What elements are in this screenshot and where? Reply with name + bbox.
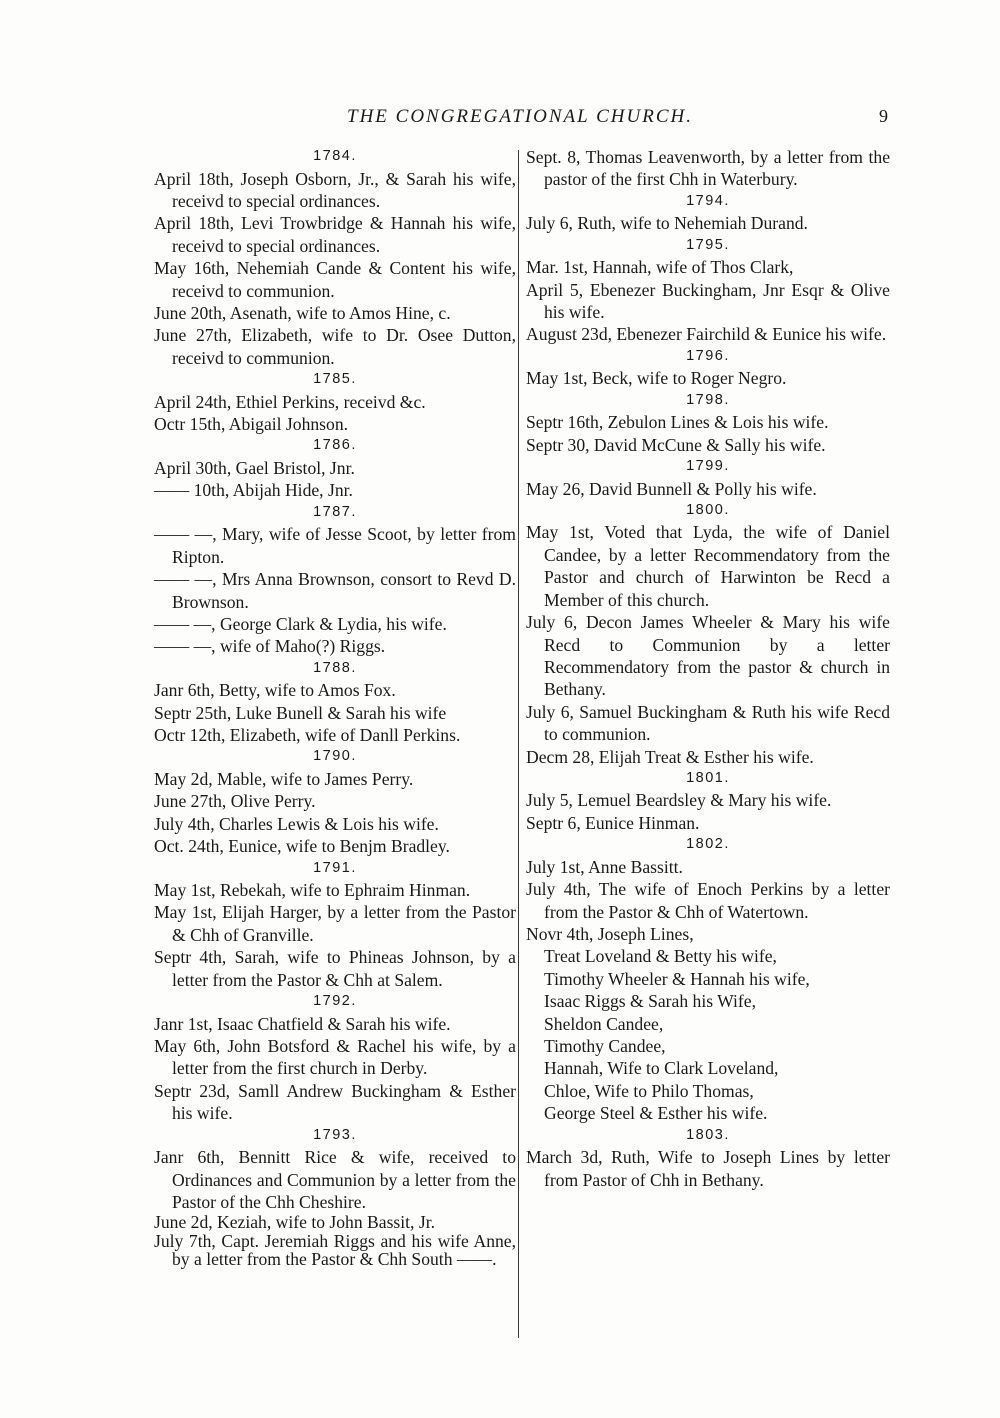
record-entry-continuation: Hannah, Wife to Clark Loveland, <box>544 1058 779 1079</box>
record-entry: August 23d, Ebenezer Fairchild & Eunice his wife. <box>526 324 887 345</box>
record-entry-continuation: Timothy Wheeler & Hannah his wife, <box>544 968 810 989</box>
record-entry: June 27th, Olive Perry. <box>154 791 316 812</box>
year-heading: 1793. <box>313 1126 357 1143</box>
year-heading: 1790. <box>313 748 357 765</box>
record-entry: May 2d, Mable, wife to James Perry. <box>154 768 414 789</box>
year-heading: 1800. <box>686 501 730 518</box>
right-column <box>526 146 890 1191</box>
year-heading: 1785. <box>313 371 357 388</box>
record-entry: April 30th, Gael Bristol, Jnr. <box>154 457 355 478</box>
record-entry: —— —, George Clark & Lydia, his wife. <box>154 613 447 634</box>
record-entry: July 7th, Capt. Jeremiah Riggs and his wife Anne, by a letter from the Pastor & Chh South ——. <box>154 1231 516 1270</box>
record-entry: Septr 30, David McCune & Sally his wife. <box>526 434 826 455</box>
record-entry: May 1st, Beck, wife to Roger Negro. <box>526 368 787 389</box>
record-entry: Septr 4th, Sarah, wife to Phineas Johnson, by a letter from the Pastor & Chh at Salem. <box>154 947 516 990</box>
record-entry: April 24th, Ethiel Perkins, receivd &c. <box>154 391 426 412</box>
record-entry-continuation: Treat Loveland & Betty his wife, <box>544 946 777 967</box>
record-entry: July 6, Samuel Buckingham & Ruth his wife Recd to communion. <box>526 701 890 745</box>
record-entry: May 1st, Voted that Lyda, the wife of Daniel Candee, by a letter Recommendatory from the Pastor and church of Harwinton be Recd a Member of this church. <box>526 522 890 610</box>
record-entry: July 6, Ruth, wife to Nehemiah Durand. <box>526 213 808 234</box>
record-entry: —— —, Mrs Anna Brownson, consort to Revd D. Brownson. <box>154 569 516 612</box>
record-entry: Oct. 24th, Eunice, wife to Benjm Bradley. <box>154 836 450 857</box>
record-entry: July 5, Lemuel Beardsley & Mary his wife. <box>526 790 832 811</box>
record-entry-continuation: Chloe, Wife to Philo Thomas, <box>544 1080 754 1101</box>
running-title: THE CONGREGATIONAL CHURCH. <box>347 106 693 127</box>
record-entry: June 2d, Keziah, wife to John Bassit, Jr. <box>154 1212 435 1233</box>
record-entry: Janr 6th, Betty, wife to Amos Fox. <box>154 680 396 701</box>
year-heading: 1791. <box>313 859 357 876</box>
year-heading: 1796. <box>686 347 730 364</box>
record-entry: Octr 15th, Abigail Johnson. <box>154 414 349 435</box>
record-entry: Novr 4th, Joseph Lines, <box>526 923 694 944</box>
record-entry: April 18th, Joseph Osborn, Jr., & Sarah his wife, receivd to special ordinances. <box>154 168 516 211</box>
record-entry: July 4th, The wife of Enoch Perkins by a letter from the Pastor & Chh of Watertown. <box>526 879 890 922</box>
record-entry: Decm 28, Elijah Treat & Esther his wife. <box>526 746 814 767</box>
record-entry: Octr 12th, Elizabeth, wife of Danll Perkins. <box>154 725 461 746</box>
year-heading: 1801. <box>686 769 730 786</box>
record-entry: June 27th, Elizabeth, wife to Dr. Osee Dutton, receivd to communion. <box>154 325 516 368</box>
year-heading: 1784. <box>313 148 357 164</box>
page-number: 9 <box>879 106 888 126</box>
record-entry: July 1st, Anne Bassitt. <box>526 856 683 877</box>
column-divider <box>518 150 519 1338</box>
record-entry: July 6, Decon James Wheeler & Mary his wife Recd to Communion by a letter Recommendatory from the pastor & church in Bethany. <box>526 612 890 700</box>
record-entry: —— 10th, Abijah Hide, Jnr. <box>154 480 353 501</box>
record-entry: Septr 16th, Zebulon Lines & Lois his wife. <box>526 412 829 433</box>
year-heading: 1792. <box>313 993 357 1010</box>
record-entry: May 1st, Rebekah, wife to Ephraim Hinman. <box>154 880 471 901</box>
record-entry: May 16th, Nehemiah Cande & Content his wife, receivd to communion. <box>154 258 516 301</box>
record-entry-continuation: Sheldon Candee, <box>544 1013 664 1034</box>
record-entry: —— —, wife of Maho(?) Riggs. <box>154 636 386 657</box>
record-entry: May 6th, John Botsford & Rachel his wife, by a letter from the first church in Derby. <box>154 1036 516 1079</box>
record-entry: —— —, Mary, wife of Jesse Scoot, by letter from Ripton. <box>154 524 516 567</box>
record-entry: Septr 6, Eunice Hinman. <box>526 812 700 833</box>
record-entry: May 26, David Bunnell & Polly his wife. <box>526 478 817 499</box>
record-entry: April 5, Ebenezer Buckingham, Jnr Esqr & Olive his wife. <box>526 279 890 323</box>
record-entry: Septr 23d, Samll Andrew Buckingham & Esther his wife. <box>154 1080 516 1124</box>
year-heading: 1803. <box>686 1126 730 1143</box>
record-entry-continuation: Isaac Riggs & Sarah his Wife, <box>544 991 757 1012</box>
year-heading: 1802. <box>686 836 730 853</box>
record-entry: Janr 6th, Bennitt Rice & wife, received to Ordinances and Communion by a letter from the Pastor of the Chh Cheshire. <box>154 1147 516 1212</box>
year-heading: 1799. <box>686 458 730 475</box>
record-entry: June 20th, Asenath, wife to Amos Hine, c. <box>154 302 451 323</box>
record-entry: Sept. 8, Thomas Leavenworth, by a letter from the pastor of the first Chh in Waterbury. <box>526 147 890 190</box>
year-heading: 1788. <box>313 659 357 676</box>
left-column <box>154 146 516 1268</box>
year-heading: 1794. <box>686 192 730 209</box>
record-entry: Janr 1st, Isaac Chatfield & Sarah his wife. <box>154 1013 451 1034</box>
running-head <box>150 104 890 134</box>
record-entry: May 1st, Elijah Harger, by a letter from the Pastor & Chh of Granville. <box>154 902 516 945</box>
record-entry: March 3d, Ruth, Wife to Joseph Lines by letter from Pastor of Chh in Bethany. <box>526 1147 890 1190</box>
year-heading: 1798. <box>686 391 730 408</box>
year-heading: 1795. <box>686 236 730 253</box>
year-heading: 1787. <box>313 503 357 520</box>
record-entry-continuation: George Steel & Esther his wife. <box>544 1103 768 1124</box>
record-entry: July 4th, Charles Lewis & Lois his wife. <box>154 813 439 834</box>
record-entry: April 18th, Levi Trowbridge & Hannah his wife, receivd to special ordinances. <box>154 213 516 256</box>
record-entry: Septr 25th, Luke Bunell & Sarah his wife <box>154 702 447 723</box>
year-heading: 1786. <box>313 437 357 454</box>
record-entry-continuation: Timothy Candee, <box>544 1036 666 1056</box>
record-entry: Mar. 1st, Hannah, wife of Thos Clark, <box>526 257 794 278</box>
